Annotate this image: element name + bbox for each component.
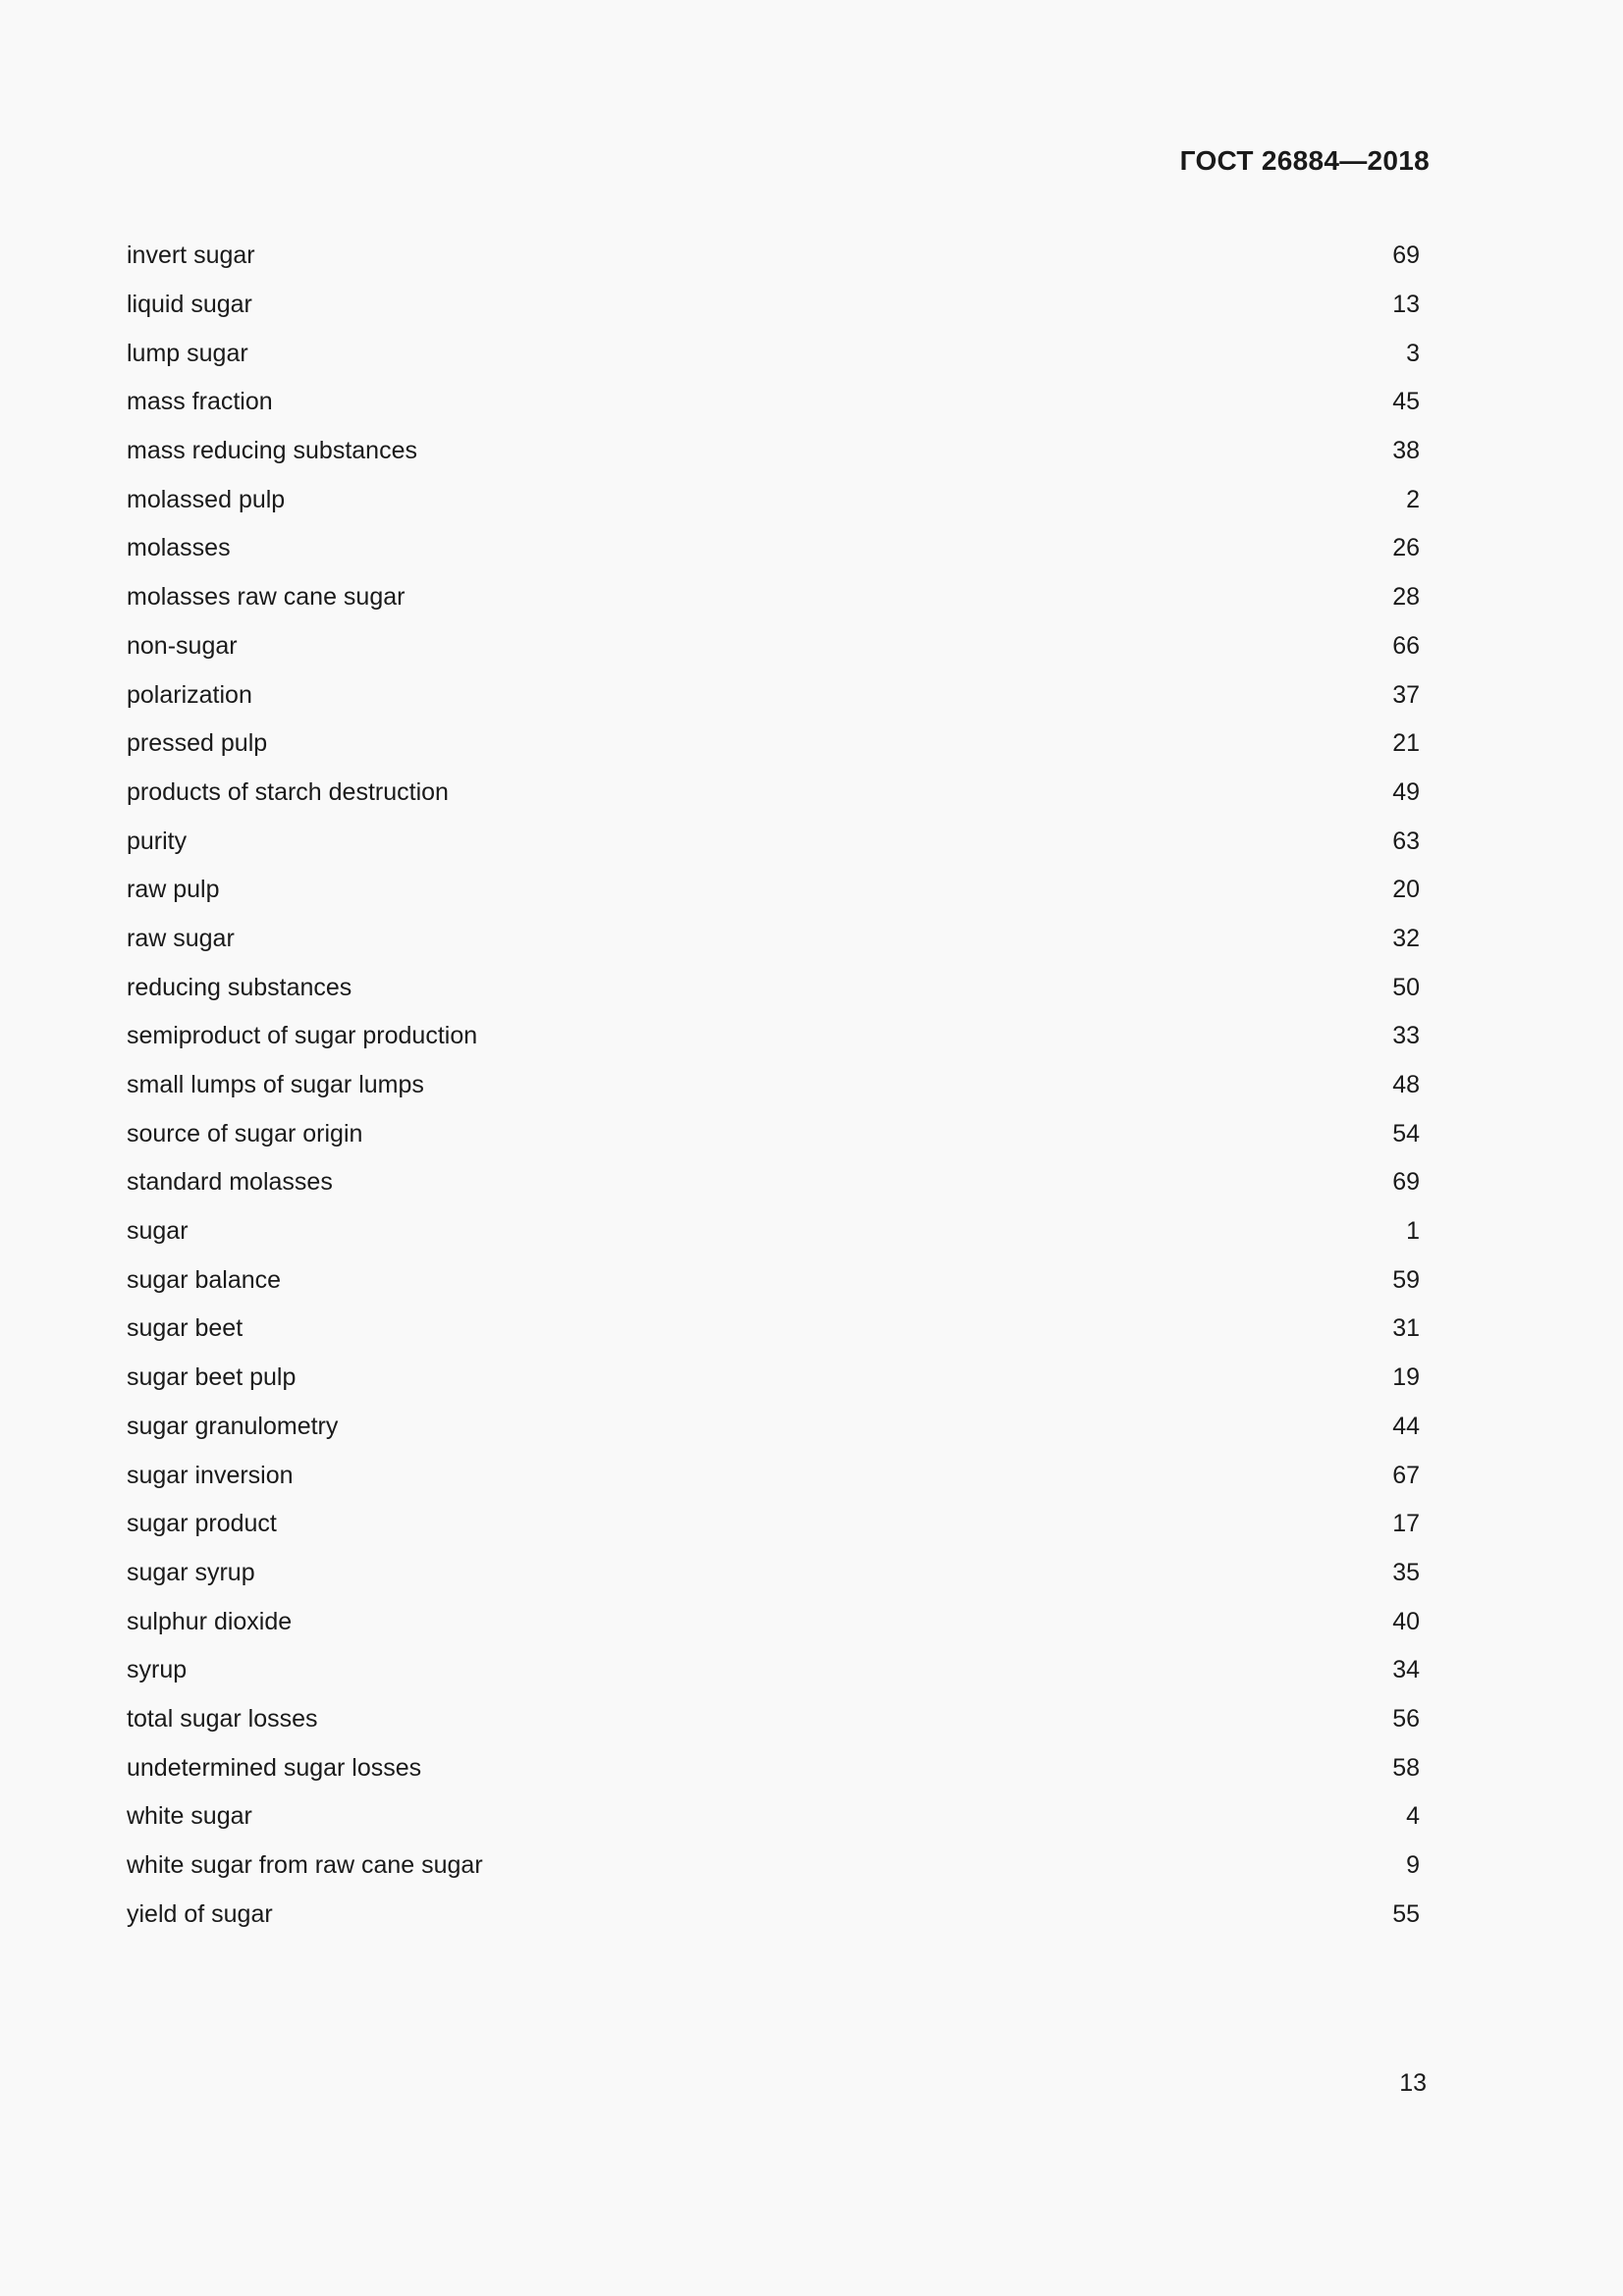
index-term: total sugar losses [127, 1704, 318, 1733]
term-index-list [127, 232, 1420, 1939]
index-term: semiproduct of sugar production [127, 1022, 478, 1050]
index-term: mass reducing substances [127, 437, 417, 465]
index-term-number: 56 [1392, 1704, 1420, 1733]
index-entry [127, 915, 1420, 964]
index-term: sulphur dioxide [127, 1607, 293, 1635]
index-term: white sugar [127, 1802, 252, 1831]
index-term-number: 17 [1392, 1510, 1420, 1538]
index-term-number: 45 [1392, 388, 1420, 416]
index-term: purity [127, 827, 188, 855]
index-term-number: 66 [1392, 631, 1420, 660]
index-entry [127, 1842, 1420, 1891]
index-term-number: 69 [1392, 241, 1420, 270]
index-entry [127, 427, 1420, 476]
index-term: sugar balance [127, 1265, 282, 1294]
index-term: sugar inversion [127, 1461, 294, 1489]
index-term-number: 50 [1392, 973, 1420, 1001]
index-term: small lumps of sugar lumps [127, 1071, 424, 1099]
index-entry [127, 1500, 1420, 1549]
index-entry [127, 281, 1420, 330]
index-entry [127, 1012, 1420, 1061]
index-term-number: 58 [1392, 1753, 1420, 1782]
index-entry [127, 720, 1420, 769]
index-term-number: 13 [1392, 291, 1420, 319]
index-entry [127, 1354, 1420, 1403]
index-term-number: 48 [1392, 1071, 1420, 1099]
index-term-number: 69 [1392, 1168, 1420, 1197]
index-entry [127, 378, 1420, 427]
index-term-number: 28 [1392, 583, 1420, 612]
index-entry [127, 1255, 1420, 1305]
index-term: sugar granulometry [127, 1412, 339, 1440]
index-term-number: 38 [1392, 437, 1420, 465]
index-entry [127, 1451, 1420, 1500]
index-entry [127, 1403, 1420, 1452]
index-entry [127, 1549, 1420, 1598]
index-term-number: 2 [1406, 485, 1420, 513]
index-entry [127, 1597, 1420, 1646]
index-term: syrup [127, 1656, 188, 1684]
index-entry [127, 817, 1420, 866]
index-term-number: 44 [1392, 1412, 1420, 1440]
index-term-number: 26 [1392, 534, 1420, 562]
index-term: source of sugar origin [127, 1119, 363, 1148]
index-term: raw pulp [127, 876, 220, 904]
index-term: undetermined sugar losses [127, 1753, 422, 1782]
index-term-number: 31 [1392, 1314, 1420, 1343]
index-term-number: 9 [1406, 1851, 1420, 1880]
index-term: non-sugar [127, 631, 238, 660]
index-entry [127, 1158, 1420, 1207]
index-term-number: 32 [1392, 924, 1420, 952]
index-term-number: 49 [1392, 777, 1420, 806]
index-term-number: 55 [1392, 1899, 1420, 1928]
index-entry [127, 232, 1420, 281]
index-entry [127, 1061, 1420, 1110]
index-entry [127, 1792, 1420, 1842]
index-entry [127, 1743, 1420, 1792]
page-number: 13 [1399, 2069, 1427, 2097]
index-term: standard molasses [127, 1168, 333, 1197]
index-term-number: 34 [1392, 1656, 1420, 1684]
index-term: white sugar from raw cane sugar [127, 1851, 483, 1880]
index-term-number: 35 [1392, 1558, 1420, 1586]
index-term: yield of sugar [127, 1899, 273, 1928]
index-term-number: 1 [1406, 1217, 1420, 1246]
index-entry [127, 963, 1420, 1012]
index-entry [127, 866, 1420, 915]
index-term: products of starch destruction [127, 777, 449, 806]
index-entry [127, 1207, 1420, 1256]
index-term: polarization [127, 680, 252, 709]
index-term-number: 19 [1392, 1363, 1420, 1392]
index-term-number: 63 [1392, 827, 1420, 855]
index-entry [127, 1109, 1420, 1158]
index-entry [127, 573, 1420, 622]
index-term: invert sugar [127, 241, 255, 270]
index-term: sugar [127, 1217, 189, 1246]
index-term: molassed pulp [127, 485, 286, 513]
index-term: molasses [127, 534, 231, 562]
index-term: pressed pulp [127, 729, 268, 758]
index-term-number: 33 [1392, 1022, 1420, 1050]
index-term-number: 21 [1392, 729, 1420, 758]
index-term: reducing substances [127, 973, 352, 1001]
index-entry [127, 1646, 1420, 1695]
index-term: sugar product [127, 1510, 277, 1538]
index-entry [127, 1695, 1420, 1744]
index-term-number: 3 [1406, 339, 1420, 367]
index-term: sugar beet pulp [127, 1363, 297, 1392]
document-header: ГОСТ 26884—2018 [1179, 145, 1430, 176]
index-entry [127, 769, 1420, 818]
index-entry [127, 524, 1420, 573]
index-term-number: 59 [1392, 1265, 1420, 1294]
index-term: sugar beet [127, 1314, 243, 1343]
index-term: raw sugar [127, 924, 235, 952]
index-entry [127, 1890, 1420, 1939]
index-entry [127, 622, 1420, 671]
index-term-number: 54 [1392, 1119, 1420, 1148]
index-term: mass fraction [127, 388, 273, 416]
index-term: sugar syrup [127, 1558, 255, 1586]
index-term-number: 40 [1392, 1607, 1420, 1635]
index-term: liquid sugar [127, 291, 252, 319]
index-entry [127, 475, 1420, 524]
index-term: molasses raw cane sugar [127, 583, 406, 612]
index-term: lump sugar [127, 339, 248, 367]
index-term-number: 37 [1392, 680, 1420, 709]
index-term-number: 4 [1406, 1802, 1420, 1831]
index-entry [127, 1305, 1420, 1354]
index-entry [127, 670, 1420, 720]
index-term-number: 67 [1392, 1461, 1420, 1489]
index-term-number: 20 [1392, 876, 1420, 904]
index-entry [127, 329, 1420, 378]
